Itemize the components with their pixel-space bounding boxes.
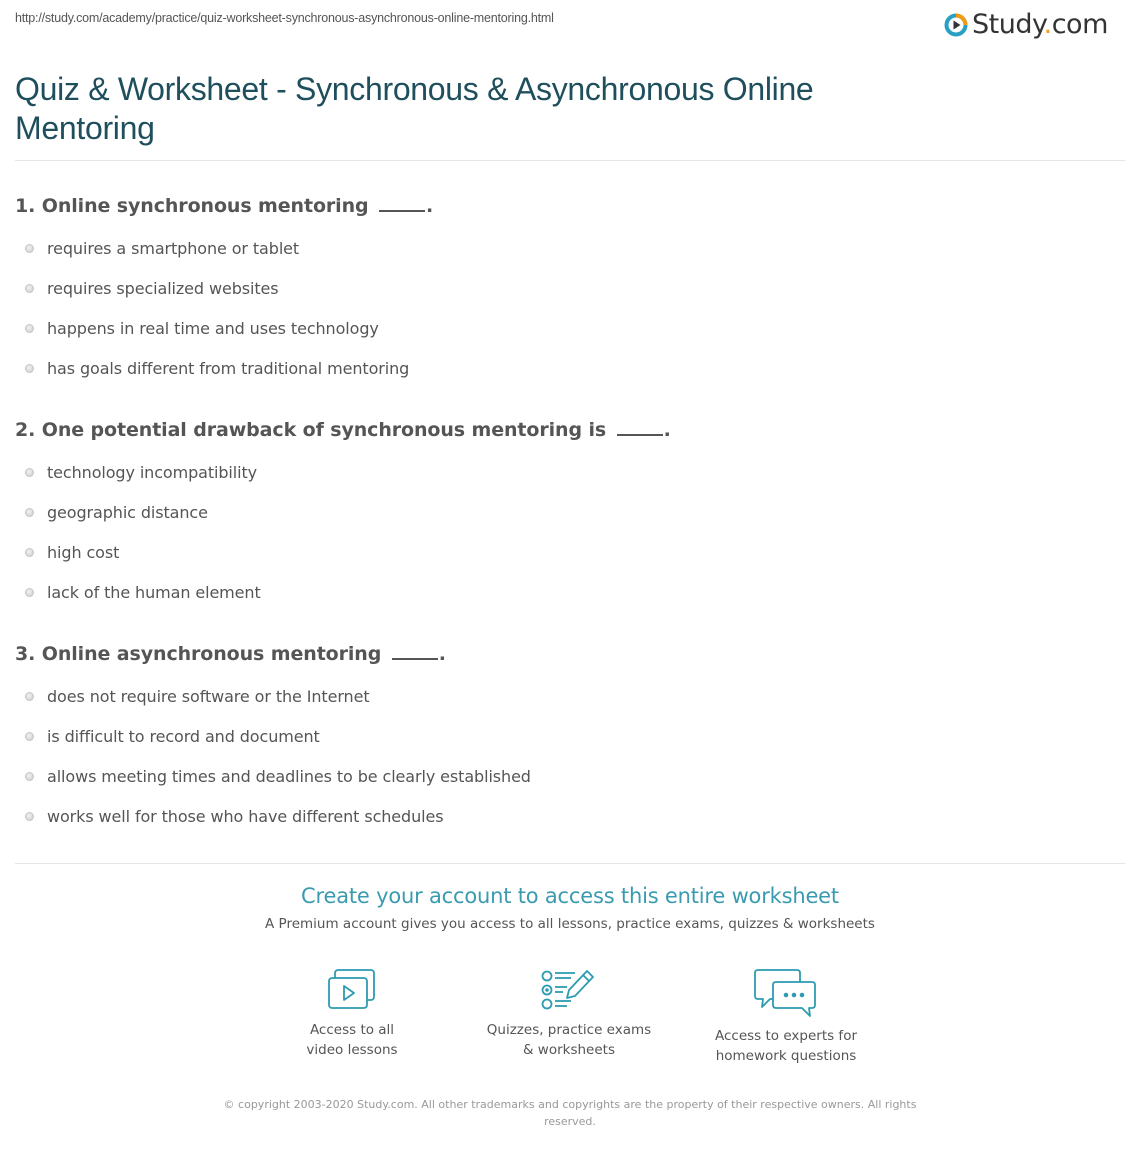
option-label: is difficult to record and document [47, 726, 320, 746]
quiz-checklist-icon [541, 968, 597, 1012]
video-lessons-icon [327, 968, 377, 1012]
radio-button[interactable] [25, 508, 34, 517]
radio-button[interactable] [25, 244, 34, 253]
radio-button[interactable] [25, 468, 34, 477]
chat-bubbles-icon [754, 968, 818, 1018]
logo-wordmark: Study.com [972, 9, 1108, 40]
feature-video-lessons [252, 968, 452, 1060]
answer-blank [379, 209, 425, 212]
feature-experts [686, 968, 886, 1066]
options-list [15, 452, 1115, 612]
cta-subtitle: A Premium account gives you access to all lessons, practice exams, quizzes & worksheets [265, 916, 875, 932]
page-title: Quiz & Worksheet - Synchronous & Asynchronous Online Mentoring [15, 71, 814, 146]
option[interactable] [15, 492, 1115, 532]
option-label: requires specialized websites [47, 278, 279, 298]
radio-button[interactable] [25, 588, 34, 597]
question-3 [15, 640, 1115, 836]
option[interactable] [15, 268, 1115, 308]
question-title: 2. One potential drawback of synchronous mentoring is . [15, 419, 671, 441]
answer-blank [617, 433, 663, 436]
option-label: does not require software or the Internet [47, 686, 370, 706]
option[interactable] [15, 676, 1115, 716]
option-label: allows meeting times and deadlines to be clearly established [47, 766, 531, 786]
feature-label: Access to all video lessons [306, 1022, 398, 1058]
feature-quizzes [469, 968, 669, 1060]
question-title: 1. Online synchronous mentoring . [15, 195, 434, 217]
play-circle-icon [944, 13, 968, 37]
option[interactable] [15, 532, 1115, 572]
radio-button[interactable] [25, 284, 34, 293]
radio-button[interactable] [25, 548, 34, 557]
radio-button[interactable] [25, 364, 34, 373]
feature-label: Quizzes, practice exams & worksheets [486, 1022, 652, 1058]
question-title: 3. Online asynchronous mentoring . [15, 643, 446, 665]
feature-label: Access to experts for homework questions [714, 1028, 857, 1064]
radio-button[interactable] [25, 692, 34, 701]
option-label: works well for those who have different schedules [47, 806, 444, 826]
option-label: happens in real time and uses technology [47, 318, 379, 338]
radio-button[interactable] [25, 772, 34, 781]
option[interactable] [15, 756, 1115, 796]
option[interactable] [15, 572, 1115, 612]
option-label: has goals different from traditional mentoring [47, 358, 410, 378]
option[interactable] [15, 452, 1115, 492]
page-url: http://study.com/academy/practice/quiz-worksheet-synchronous-asynchronous-online-mentoring.html [15, 11, 554, 25]
option[interactable] [15, 716, 1115, 756]
question-1 [15, 192, 1115, 388]
option-label: technology incompatibility [47, 462, 258, 482]
create-account-link[interactable]: Create your account to access this entire worksheet [301, 884, 839, 908]
answer-blank [392, 657, 438, 660]
question-2 [15, 416, 1115, 612]
option[interactable] [15, 348, 1115, 388]
option-label: geographic distance [47, 502, 208, 522]
option-label: high cost [47, 542, 120, 562]
radio-button[interactable] [25, 732, 34, 741]
option-label: requires a smartphone or tablet [47, 238, 300, 258]
divider [15, 863, 1125, 864]
option-label: lack of the human element [47, 582, 261, 602]
radio-button[interactable] [25, 324, 34, 333]
study-logo[interactable] [944, 9, 1108, 41]
option[interactable] [15, 228, 1115, 268]
option[interactable] [15, 308, 1115, 348]
options-list [15, 676, 1115, 836]
divider [15, 160, 1125, 161]
copyright-notice: © copyright 2003-2020 Study.com. All other trademarks and copyrights are the property of their respective owners. All rights reserved. [223, 1098, 917, 1128]
option[interactable] [15, 796, 1115, 836]
radio-button[interactable] [25, 812, 34, 821]
options-list [15, 228, 1115, 388]
